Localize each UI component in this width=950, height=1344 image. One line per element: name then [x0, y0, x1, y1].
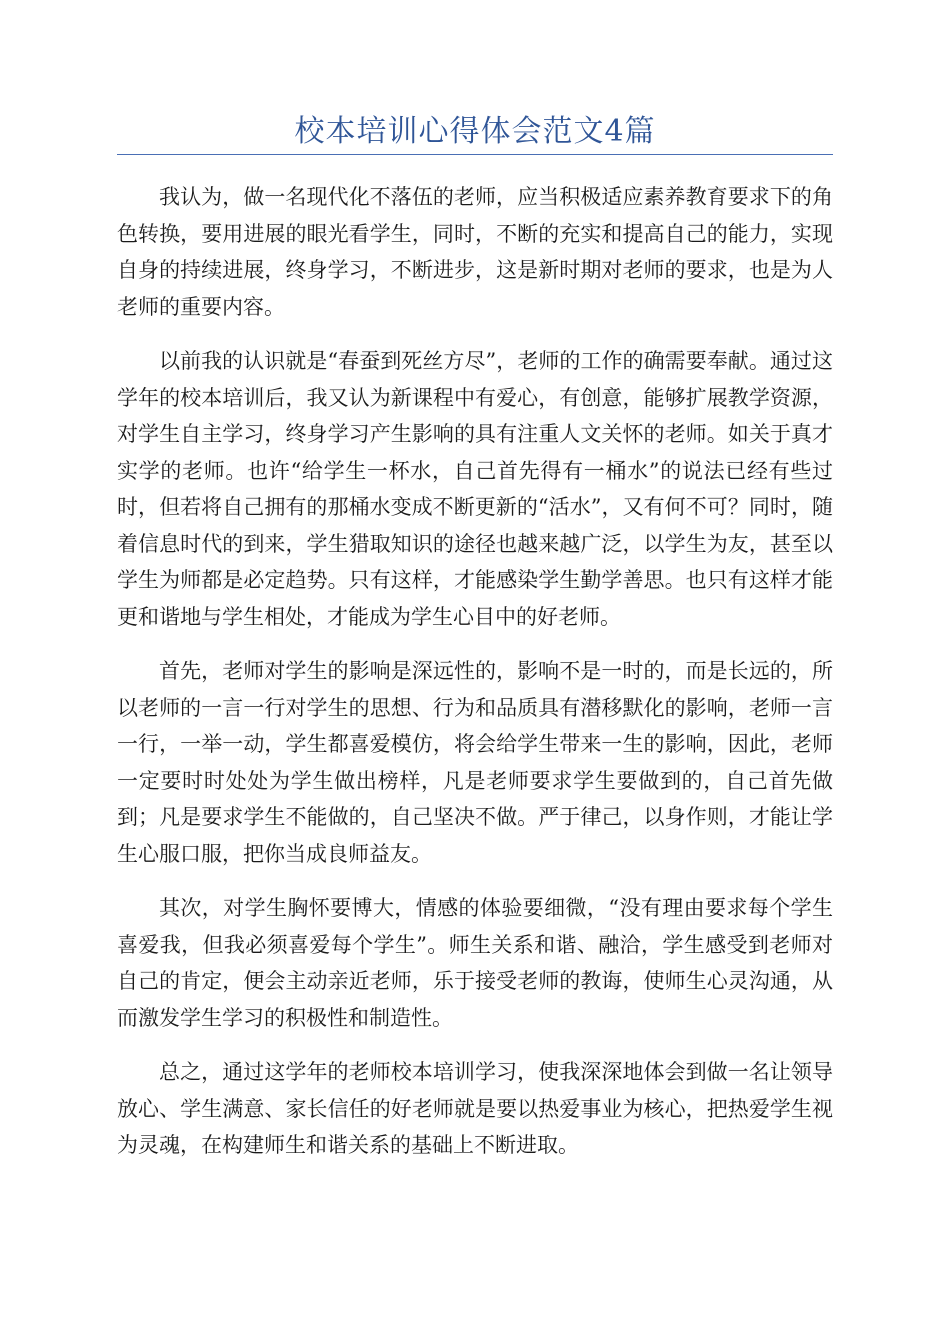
paragraph-1: 我认为，做一名现代化不落伍的老师，应当积极适应素养教育要求下的角色转换，要用进展的眼光看学生，同时，不断的充实和提高自己的能力，实现自身的持续进展，终身学习，不断进步，这是新时期对老师的要求，也是为人老师的重要内容。	[117, 185, 833, 319]
paragraph-2: 以前我的认识就是“春蚕到死丝方尽”，老师的工作的确需要奉献。通过这学年的校本培训后，我又认为新课程中有爱心，有创意，能够扩展教学资源，对学生自主学习，终身学习产生影响的具有注重人文关怀的老师。如关于真才实学的老师。也许“给学生一杯水，自己首先得有一桶水”的说法已经有些过时，但若将自己拥有的那桶水变成不断更新的“活水”，又有何不可？同时，随着信息时代的到来，学生猎取知识的途径也越来越广泛，以学生为友，甚至以学生为师都是必定趋势。只有这样，才能感染学生勤学善思。也只有这样才能更和谐地与学生相处，才能成为学生心目中的好老师。	[117, 349, 833, 629]
paragraph-3: 首先，老师对学生的影响是深远性的，影响不是一时的，而是长远的，所以老师的一言一行对学生的思想、行为和品质具有潜移默化的影响，老师一言一行，一举一动，学生都喜爱模仿，将会给学生带来一生的影响，因此，老师一定要时时处处为学生做出榜样，凡是老师要求学生要做到的，自己首先做到；凡是要求学生不能做的，自己坚决不做。严于律己，以身作则，才能让学生心服口服，把你当成良师益友。	[117, 659, 833, 866]
document-title: 校本培训心得体会范文4篇	[294, 114, 656, 149]
title-underline	[117, 154, 833, 155]
paragraph-4: 其次，对学生胸怀要博大，情感的体验要细微，“没有理由要求每个学生喜爱我，但我必须喜爱每个学生”。师生关系和谐、融洽，学生感受到老师对自己的肯定，便会主动亲近老师，乐于接受老师的教诲，使师生心灵沟通，从而激发学生学习的积极性和制造性。	[117, 896, 833, 1030]
paragraph-5: 总之，通过这学年的老师校本培训学习，使我深深地体会到做一名让领导放心、学生满意、家长信任的好老师就是要以热爱事业为核心，把热爱学生视为灵魂，在构建师生和谐关系的基础上不断进取。	[117, 1060, 833, 1157]
document-body	[117, 179, 833, 1164]
